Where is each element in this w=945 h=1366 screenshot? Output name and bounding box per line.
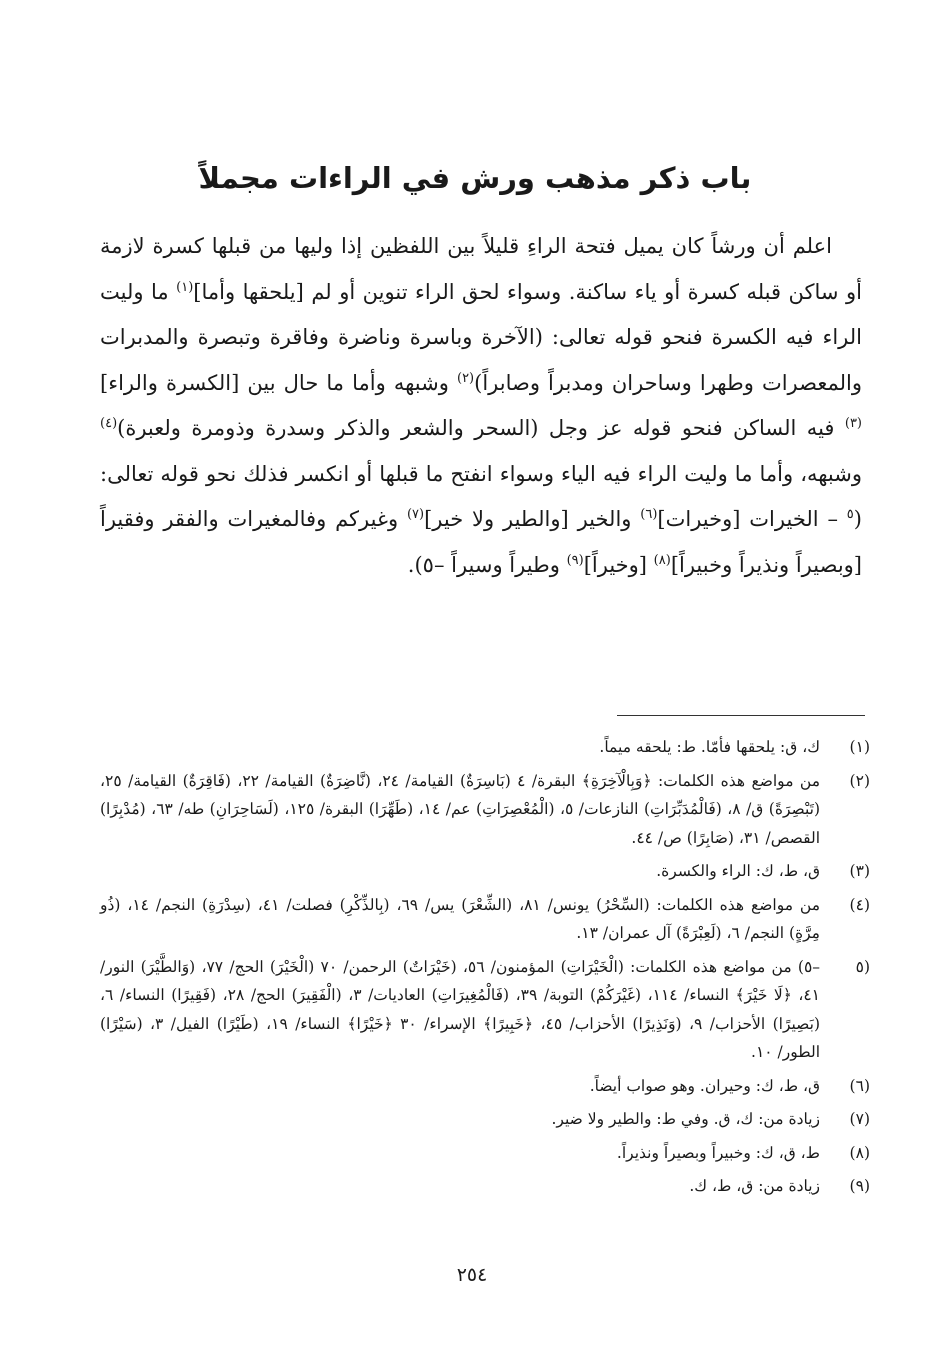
footnote-marker: (٧) (406, 507, 425, 522)
footnote-text: زيادة من: ك، ق. وفي ط: والطير ولا ضير. (551, 1110, 820, 1128)
footnote-3 (100, 857, 870, 886)
footnotes-list (100, 733, 870, 1206)
footnote-1 (100, 733, 870, 762)
footnote-number: (٢) (849, 771, 870, 790)
footnote-9 (100, 1172, 870, 1201)
text-segment: اعلم أن ورشاً كان يميل فتحة الراءِ قليلاً بين اللفظين إذا وليها من قبلها كسرة لازمة أو ساكن قبله كسرة أو ياء ساكنة. وسواء لحق الراء تنوين أو لم [يلحقها وأما] (100, 234, 862, 304)
footnote-marker: (٣) (844, 416, 862, 431)
footnote-number: (٦) (849, 1076, 870, 1095)
footnote-7 (100, 1105, 870, 1134)
footnote-number: (٣) (849, 862, 870, 880)
text-segment: وطيراً وسيراً –٥). (407, 552, 567, 577)
page-number: ٢٥٤ (456, 1264, 488, 1286)
footnote-text: ق، ط، ك: الراء والكسرة. (656, 862, 820, 880)
footnote-number: (١) (849, 738, 870, 756)
text-segment: ما وليت الراء فيه الكسرة فنحو قوله تعالى: (الآخرة وباسرة وناضرة وفاقرة وتبصرة والمدبرات والمعصرات وطهرا وساحران ومدبراً وصابراً) (100, 279, 862, 395)
footnote-marker: (٤) (100, 416, 118, 431)
footnote-marker: (٨) (653, 552, 671, 568)
footnote-text: –٥) من مواضع هذه الكلمات: (الْخَيْرَاتِ) المؤمنون/ ٥٦، (خَيْرَاتٌ) الرحمن/ ٧٠ (الْخَيْرَ) الحج/ ٧٧، (وَالطَّيْرَ) النور/ ٤١، ﴿لَا خَيْرَ﴾ النساء/ ١١٤، (غَيْرَكُمْ) التوبة/ ٣٩، (فَالْمُغِيرَاتِ) العاديات/ ٣، (الْفَقِيرَ) الحج/ ٢٨، (فَقِيرًا) النساء/ ٦، (بَصِيرًا) الأحزاب/ ٩، (وَنَذِيرًا) الأحزاب/ ٤٥، ﴿خَبِيرًا﴾ الإسراء/ ٣٠ ﴿خَيْرًا﴾ النساء/ ١٩، (طَيْرًا) الفيل/ ٣، (سَيْرًا) الطور/ ١٠. (100, 957, 821, 1061)
footnote-number: (٩) (849, 1177, 870, 1195)
text-segment: والخير [والطير ولا خير] (424, 507, 641, 531)
footnote-number: (٧) (849, 1110, 870, 1128)
chapter-title: باب ذكر مذهب ورش في الراءات مجملاً (198, 161, 752, 195)
text-segment: – الخيرات [وخيرات] (657, 507, 847, 531)
footnote-number: (٤) (849, 895, 870, 914)
footnote-text: ط، ق، ك: وخبيراً وبصيراً ونذيراً. (616, 1143, 820, 1162)
footnote-marker: (٢) (456, 370, 475, 386)
footnote-separator (617, 715, 865, 716)
footnote-text: زيادة من: ق، ط، ك. (689, 1177, 820, 1195)
text-segment: فيه الساكن فنحو قوله عز وجل (السحر والشعر والذكر وسدرة وذومرة ولعبرة) (117, 416, 845, 440)
footnote-text: ق، ط، ك: وحيران. وهو صواب أيضاً. (589, 1076, 820, 1095)
footnote-text: من مواضع هذه الكلمات: (السِّحْرُ) يونس/ ٨١، (الشِّعْرَ) يس/ ٦٩، (بِالذِّكْرِ) فصلت/ ٤١، (سِدْرَةِ) النجم/ ١٤، (ذُو مِرَّةٍ) النجم/ ٦، (لَعِبْرَةً) آل عمران/ ١٣. (100, 895, 821, 942)
footnote-number: (٥ (855, 957, 870, 976)
footnote-5 (100, 953, 870, 1067)
footnote-4 (100, 891, 870, 948)
footnote-text: من مواضع هذه الكلمات: ﴿وَبِالْآخِرَةِ﴾ البقرة/ ٤ (بَاسِرَةٌ) القيامة/ ٢٤، (نَّاضِرَةٌ) القيامة/ ٢٢، (فَاقِرَةٌ) القيامة/ ٢٥، (تَبْصِرَةً) ق/ ٨، (فَالْمُدَبِّرَاتِ) النازعات/ ٥، (الْمُعْصِرَاتِ) عم/ ١٤، (طَهِّرَا) البقرة/ ١٢٥، (لَسَاحِرَانِ) طه/ ٦٣، (مُدْبِرًا) القصص/ ٣١، (صَابِرًا) ص/ ٤٤. (100, 771, 821, 847)
footnote-marker: (١) (176, 279, 194, 295)
footnote-8 (100, 1139, 870, 1168)
footnote-text: ك، ق: يلحقها فأمّا. ط: يلحقه ميماً. (599, 738, 820, 756)
text-segment: وشبهه، وأما ما وليت الراء فيه الياء وسواء انفتح ما قبلها أو انكسر فذلك نحو قوله تعالى: ( (100, 461, 862, 531)
main-paragraph (100, 224, 862, 588)
footnote-marker: (٦) (640, 507, 658, 522)
footnote-number: (٨) (849, 1143, 870, 1162)
text-segment: وغيركم وفالمغيرات والفقر وفقيراً [وبصيراً ونذيراً وخبيراً] (100, 507, 862, 577)
footnote-6 (100, 1072, 870, 1101)
text-segment: [وخيراً] (583, 552, 654, 577)
text-segment: وشبهه وأما ما حال بين [الكسرة والراء] (100, 370, 457, 395)
footnote-2 (100, 767, 870, 853)
footnote-marker: (٩) (566, 552, 584, 568)
footnote-marker: ٥ (846, 507, 854, 522)
